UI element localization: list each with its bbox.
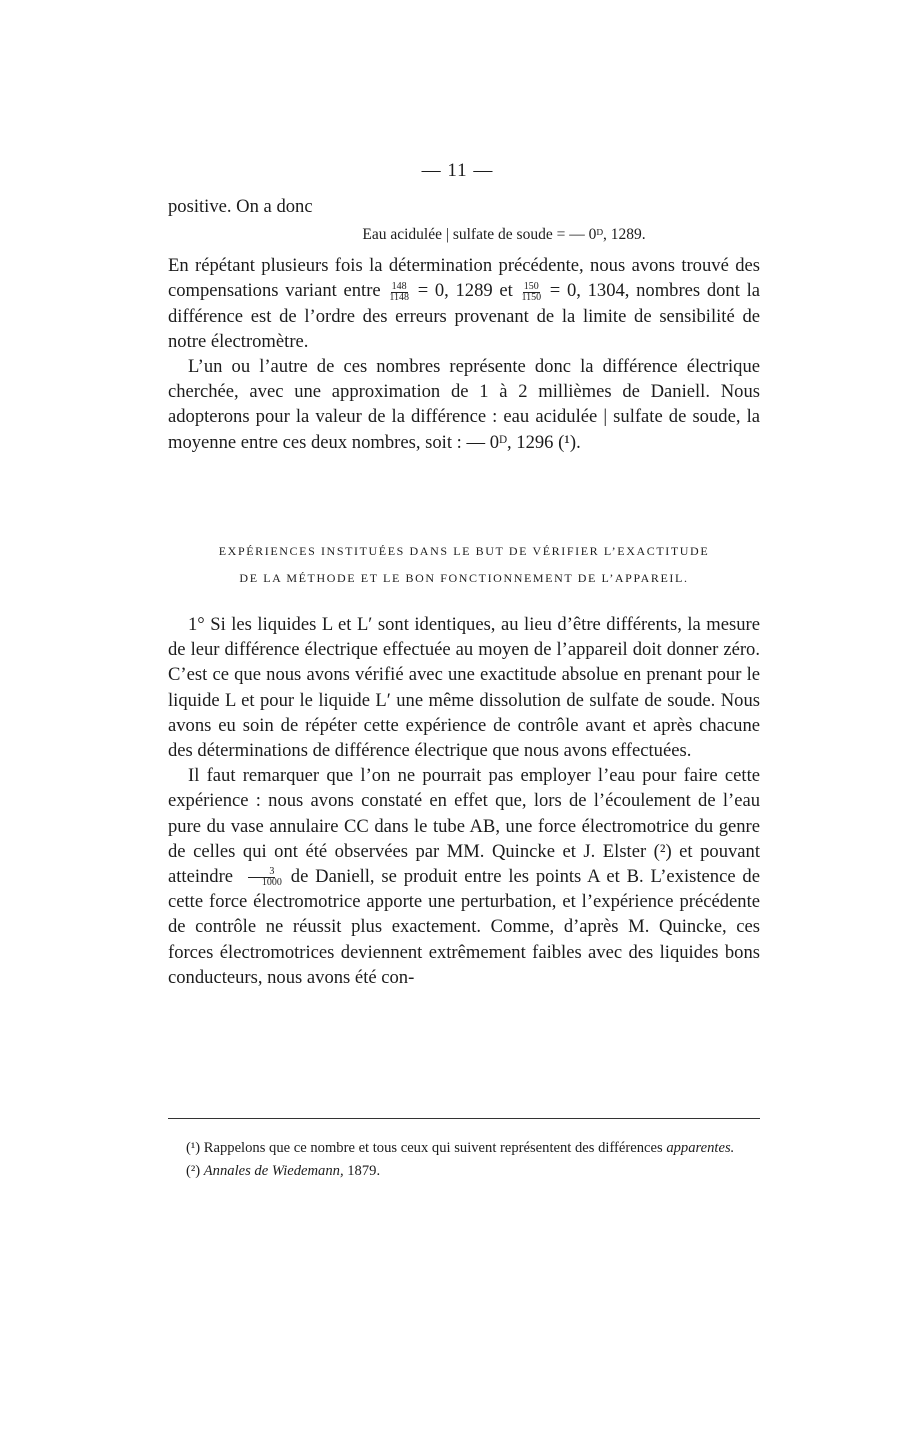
body-text-bottom [168, 612, 760, 990]
fraction-denominator: 1148 [389, 291, 409, 303]
fraction-148-1148 [389, 282, 409, 303]
footnote-2-mark: (²) [186, 1163, 201, 1179]
fraction-denominator: 1150 [521, 291, 542, 303]
paragraph-remarque-part-b: de Daniell, se produit entre les points A et B. L’existence de cette force électromotrice apporte une perturbation, et l’expérience précédente de contrôle ne réussit plus exactement. Comme, d’après M. Quincke, ces forces électromotrices deviennent extrêmement faibles avec des liquides bons conducteurs, nous avons été con- [168, 866, 760, 988]
footnote-2 [168, 1161, 760, 1182]
fraction-3-1000 [242, 867, 282, 888]
fraction-numerator: 3 [248, 867, 275, 878]
footnote-1-mark: (¹) [186, 1140, 201, 1156]
paragraph-liquides: 1° Si les liquides L et L′ sont identiques, au lieu d’être différents, la mesure de leur différence électrique effectuée au moyen de l’appareil doit donner zéro. C’est ce que nous avons vérifié avec une exactitude absolue en prenant pour le liquide L et pour le liquide L′ une même dissolution de sulfate de soude. Nous avons eu soin de répéter cette expérience de contrôle avant et après chacune des déterminations de différence électrique que nous avons effectuées. [168, 614, 760, 762]
paragraph-compensations-part-c: = 0, 1304, nombres dont la différence est de l’ordre des erreurs provenant de la limite de sensibilité de notre électromètre. [168, 280, 760, 352]
footnote-2-emphasis: Annales de Wiedemann, [203, 1163, 344, 1179]
fraction-numerator: 148 [391, 280, 407, 292]
section-heading [168, 538, 760, 592]
footnote-divider [168, 1118, 760, 1119]
paragraph-compensations-part-a: En répétant plusieurs fois la détermination précédente, nous avons trouvé des compensations variant entre [168, 255, 760, 302]
footnote-1-text: Rappelons que ce nombre et tous ceux qui suivent représentent des différences [203, 1140, 663, 1156]
footnote-1-emphasis: apparentes. [666, 1140, 735, 1156]
footnote-1 [168, 1138, 760, 1159]
paragraph-remarque [168, 763, 760, 990]
formula-line: Eau acidulée | sulfate de soude = — 0ᴰ, 1289. [362, 226, 646, 244]
paragraph-difference: L’un ou l’autre de ces nombres représente donc la différence électrique cherchée, avec une approximation de 1 à 2 millièmes de Daniell. Nous adopterons pour la valeur de la différence : eau acidulée | sulfate de soude, la moyenne entre ces deux nombres, soit : — 0ᴰ, 1296 (¹). [168, 356, 760, 453]
fraction-150-1150 [521, 282, 541, 303]
page-number: — 11 — [421, 160, 494, 181]
body-text-top [168, 194, 760, 455]
heading-line-1: EXPÉRIENCES INSTITUÉES DANS LE BUT DE VÉRIFIER L’EXACTITUDE [218, 544, 710, 558]
footnotes [168, 1138, 760, 1182]
fraction-numerator: 150 [523, 280, 539, 292]
paragraph-compensations-part-b: = 0, 1289 et [417, 280, 513, 302]
fraction-denominator: 1000 [261, 877, 282, 889]
paragraph-compensations [168, 253, 760, 354]
heading-line-2: DE LA MÉTHODE ET LE BON FONCTIONNEMENT DE L’APPAREIL. [239, 571, 689, 585]
footnote-2-text: 1879. [347, 1163, 381, 1179]
paragraph-positive: positive. On a donc [168, 196, 313, 217]
paragraph-remarque-part-a: Il faut remarquer que l’on ne pourrait pas employer l’eau pour faire cette expérience : nous avons constaté en effet que, lors de l’écoulement de l’eau pure du vase annulaire CC dans le tube AB, une force électromotrice du genre de celles qui ont été observées par MM. Quincke et J. Elster (²) et pouvant atteindre [168, 765, 760, 888]
